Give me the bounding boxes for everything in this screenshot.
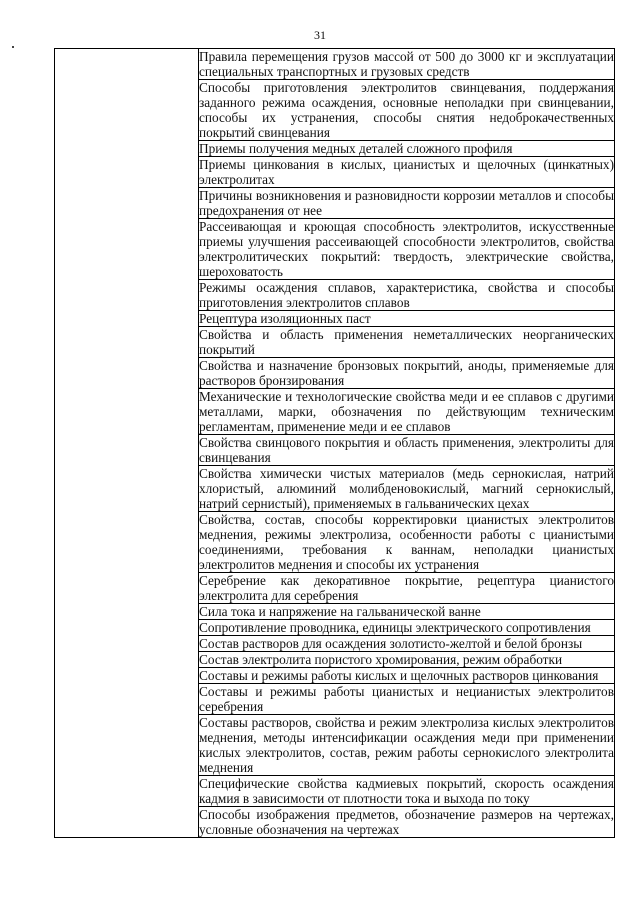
table-cell: Состав растворов для осаждения золотисто-желтой и белой бронзы [199,636,615,652]
table-cell: Приемы цинкования в кислых, цианистых и щелочных (цинкатных) электролитах [199,157,614,187]
table-cell: Свойства и назначение бронзовых покрытий, аноды, применяемые для растворов бронзирования [199,358,614,388]
table-cell: Составы растворов, свойства и режим электролиза кислых электролитов меднения, методы интенсификации осаждения меди при применении кислых электролитов, состав, режим работы сернокислого электролита меднения [199,715,614,775]
table-cell: Свойства свинцового покрытия и область применения, электролиты для свинцевания [199,435,614,465]
requirements-table [54,48,615,838]
table-cell: Способы приготовления электролитов свинцевания, поддержания заданного режима осаждения, основные неполадки при свинцевании, способы их устранения, способы снятия недоброкачественных покрытий свинцевания [199,80,614,140]
table-cell: Рецептура изоляционных паст [199,311,615,327]
table-cell: Свойства, состав, способы корректировки цианистых электролитов меднения, режимы электролиза, особенности работы с цианистыми соединениями, требования к ваннам, неполадки цианистых электролитов меднения и способы их устранения [199,512,614,572]
table-cell: Причины возникновения и разновидности коррозии металлов и способы предохранения от нее [199,188,614,218]
scan-speck [12,46,14,48]
table-cell: Серебрение как декоративное покрытие, рецептура цианистого электролита для серебрения [199,573,614,603]
page-number: 31 [314,28,326,42]
table-cell: Механические и технологические свойства меди и ее сплавов с другими металлами, марки, обозначения по действующим техническим регламентам, применение меди и ее сплавов [199,389,614,434]
table-cell: Приемы получения медных деталей сложного профиля [199,141,615,157]
table-cell: Рассеивающая и кроющая способность электролитов, искусственные приемы улучшения рассеивающей способности электролитов, свойства электролитических покрытий: твердость, электрические свойства, шероховатость [199,219,614,279]
table-cell: Свойства и область применения неметаллических неорганических покрытий [199,327,614,357]
empty-left-column [55,49,199,838]
table-cell: Способы изображения предметов, обозначение размеров на чертежах, условные обозначения на чертежах [199,807,614,837]
table-cell: Режимы осаждения сплавов, характеристика, свойства и способы приготовления электролитов сплавов [199,280,614,310]
table-cell: Свойства химически чистых материалов (медь сернокислая, натрий хлористый, алюминий молибденовокислый, магний сернокислый, натрий сернистый), применяемых в гальванических цехах [199,466,614,511]
table-cell: Составы и режимы работы кислых и щелочных растворов цинкования [199,668,615,684]
table-row [55,49,615,80]
table-cell: Правила перемещения грузов массой от 500 до 3000 кг и эксплуатации специальных транспортных и грузовых средств [199,49,614,79]
table-cell: Сила тока и напряжение на гальванической ванне [199,604,615,620]
table-cell: Сопротивление проводника, единицы электрического сопротивления [199,620,615,636]
table-cell: Специфические свойства кадмиевых покрытий, скорость осаждения кадмия в зависимости от плотности тока и выхода по току [199,776,614,806]
table-cell: Составы и режимы работы цианистых и нецианистых электролитов серебрения [199,684,614,714]
table-cell: Состав электролита пористого хромирования, режим обработки [199,652,615,668]
